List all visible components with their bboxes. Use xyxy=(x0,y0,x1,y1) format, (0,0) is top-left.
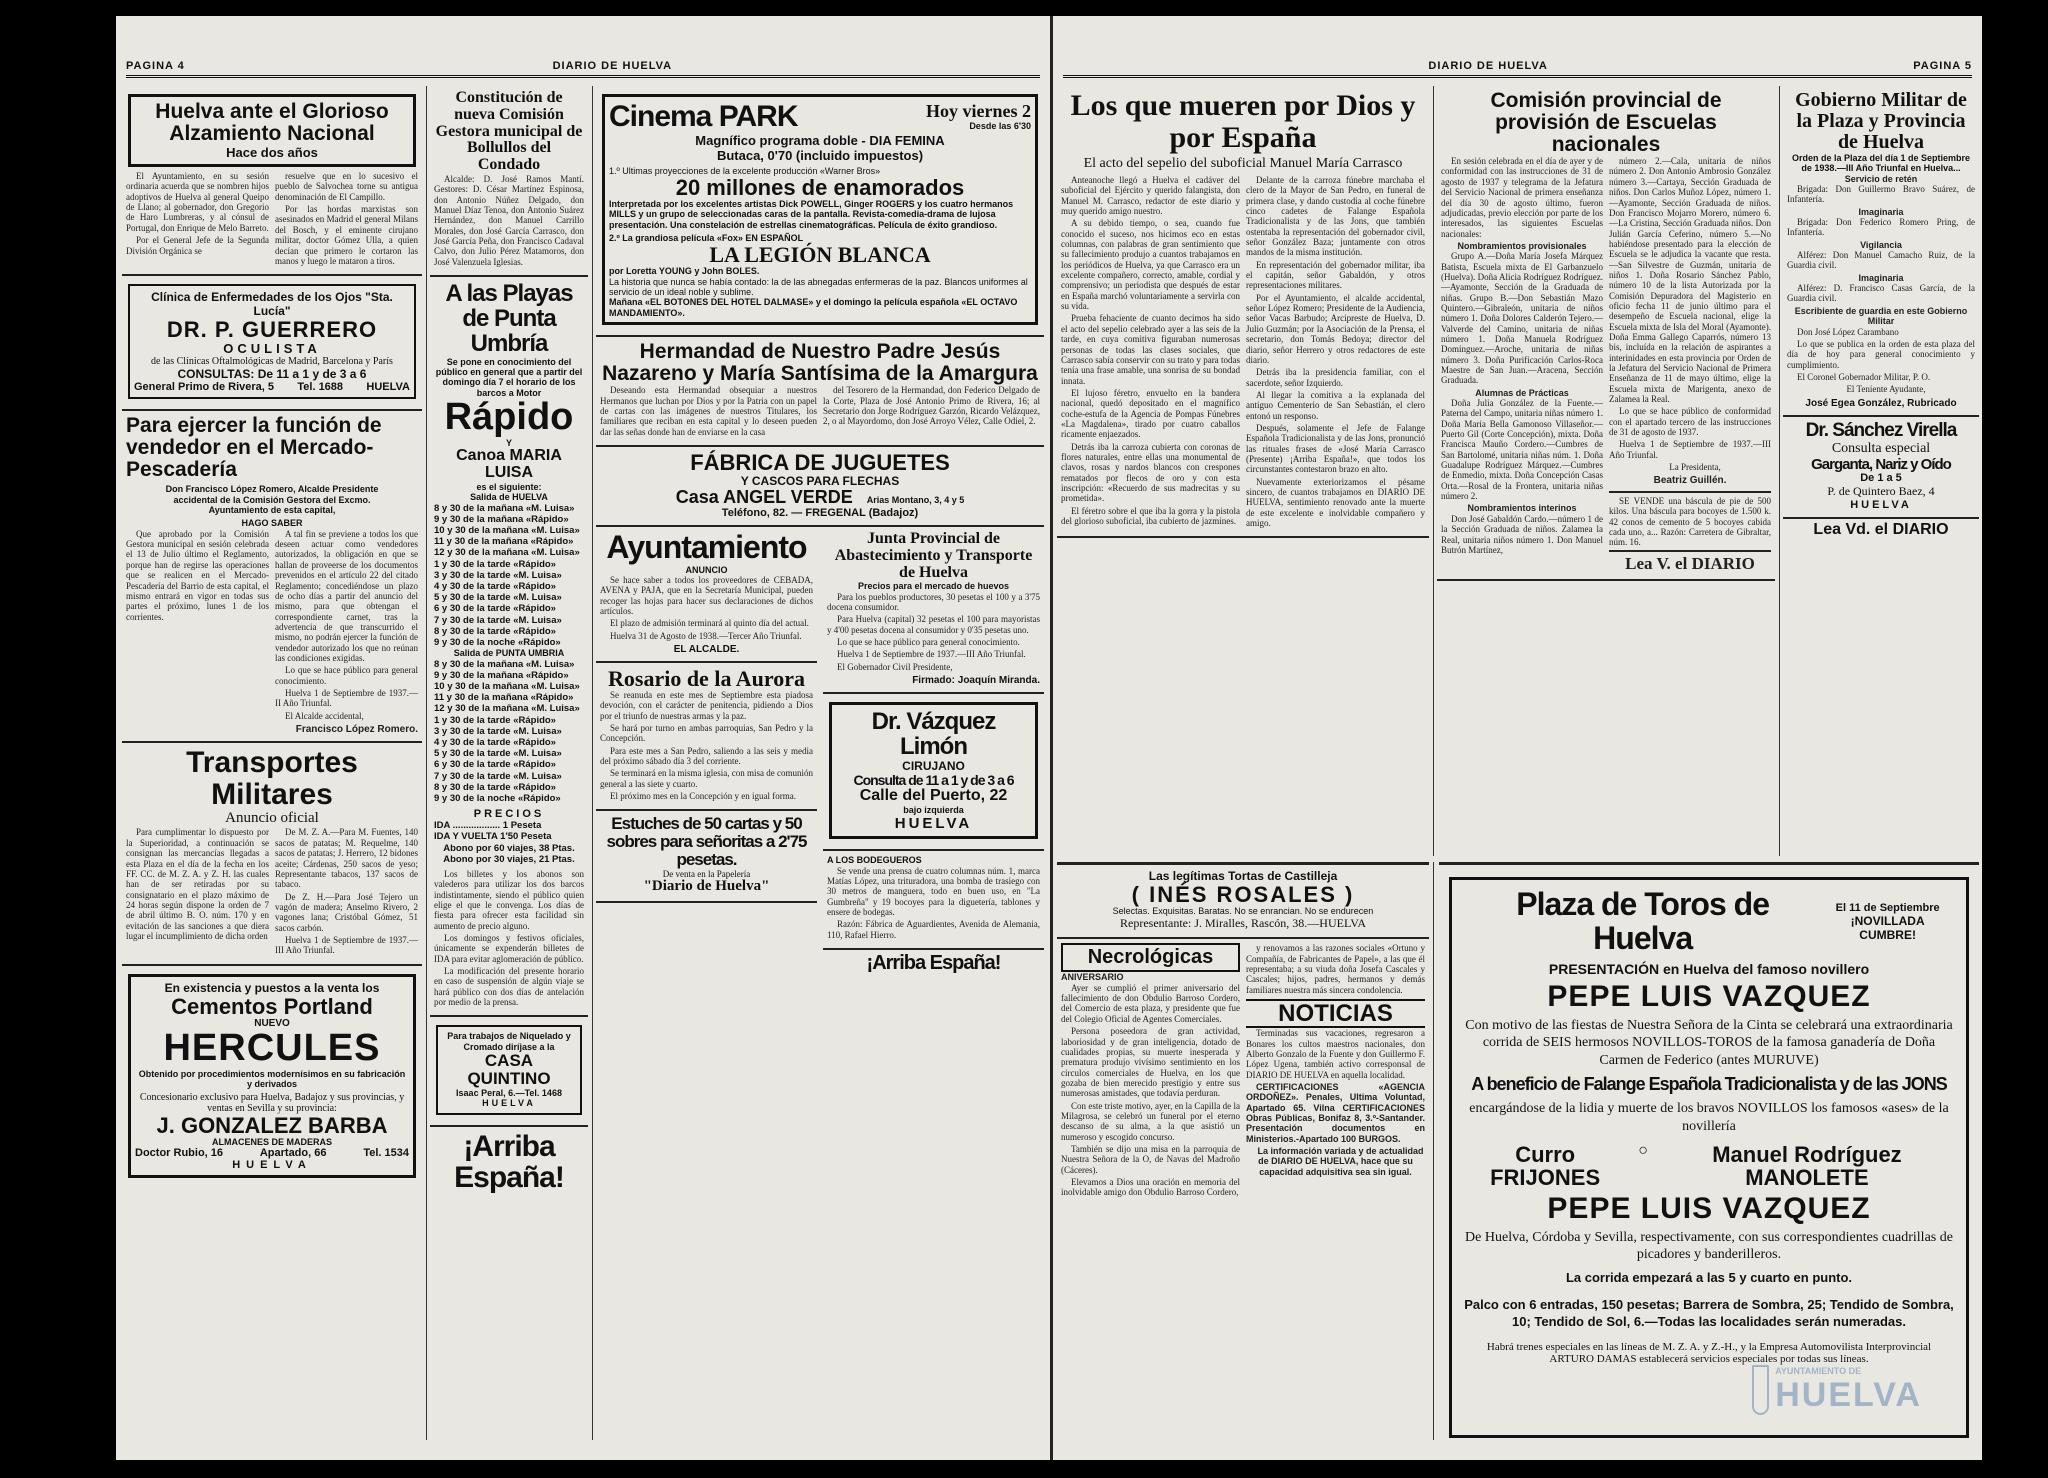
schedule-entry: 4 y 30 de la tarde «Rápido» xyxy=(434,580,556,592)
schedule-entry: 8 y 30 de la tarde «Rápido» xyxy=(434,781,556,793)
schedule-entry: 9 y 30 de la noche «Rápido» xyxy=(434,792,561,804)
headline-comision: Comisión provincial de provisión de Escuelas nacionales xyxy=(1490,89,1722,157)
ad-tortas-ines-rosales: Las legítimas Tortas de Castilleja ( INÉS ROSALES ) Selectas. Exquisitas. Baratas. No se enrancian. No se endurecen Representante: J. Miralles, Rascón, 38.—HUELVA xyxy=(1057,865,1429,939)
boat-rapido-title: Rápido xyxy=(444,396,574,439)
article-bollullos: Constitución de nueva Comisión Gestora municipal de Bollullos del Condado Alcalde: D. José Ramos Mantí. Gestores: D. César Martínez Espinosa, don Antonio Núñez Delgado, don Manuel Díaz Tenoa, don Antonio Suárez Hernández, don Manuel Carrillo Morales, don José García Carrasco, don José García Peña, don Francisco Cadaval Calvo, don Julio Pérez Matamoros, don José Valenzuela Iglesias. xyxy=(430,86,588,277)
schedule-entry: 10 y 30 de la mañana «M. Luisa» xyxy=(434,680,580,692)
article-transportes-militares: Transportes Militares Anuncio oficial Para cumplimentar lo dispuesto por la Superioridad, a continuación se consignan las mercancías llegadas a esta Plaza en el día de la fecha en los FF. CC. de M. Z. A. y Z. H. las cuales han de ser retiradas por su consignatario en el plazo máximo de 24 horas según dispone la orden de 7 de abril último B. O. núm. 170 y en evitación de las sanciones a que diera lugar el incumplimiento de dicha orden De M. Z. A.—Para M. Fuentes, 140 sacos de patatas; M. Requelme, 140 sacos de patatas; J. Herrero, 12 bidones aceite; Cárdenas, 250 sacos de yeso; Representante tabacos, 137 sacos de tabaco. De Z. H.—Para José Tejero un vagón de madera; Anselmo Rivero, 2 vagones lana; Cristóbal Gómez, 51 sacos carbón. Huelva 1 de Septiembre de 1937.—III Año Triunfal. xyxy=(122,743,422,965)
schedule-entry: 3 y 30 de la tarde «M. Luisa» xyxy=(434,569,562,581)
page-number-5: PAGINA 5 xyxy=(1913,60,1972,72)
headline-alzamiento: Huelva ante el Glorioso Alzamiento Nacional xyxy=(155,100,389,146)
article-junta-abastecimiento: Junta Provincial de Abastecimiento y Transporte de Huelva Precios para el mercado de huevos Para los pueblos productores, 30 pesetas el 100 y a 3'75 docena consumidor. Para Huelva (capital) 32 pesetas el 100 para mayoristas y 4'00 pesetas docena al consumidor y 0'35 pesetas uno. Lo que se hace público para general conocimiento. Huelva 1 de Septiembre de 1937.—III Año Triunfal. El Gobernador Civil Presidente, Firmado: Joaquín Miranda. xyxy=(823,527,1044,694)
schedule-entry: 5 y 30 de la tarde «M. Luisa» xyxy=(434,748,562,760)
right-newspaper-page xyxy=(1050,16,1982,1460)
article-noticias: NOTICIAS Terminadas sus vacaciones, regresaron a Bonares los cultos maestros nacionales, don Alberto Gonzalo de la Fuente y don Guillermo F. López Ugena, también activo corresponsal de DIARIO DE HUELVA en aquella localidad. CERTIFICACIONES «AGENCIA ORDOÑEZ». Penales, Ultima Voluntad, Apartado 65. Vilna CERTIFICACIONES Obras Públicas, Bonifaz 8, 3.º-Santander. Presentación documentos en Ministerios.-Apartado 100 BURGOS. La información variada y de actualidad de DIARIO DE HUELVA, hace que su capacidad adquisitiva sea sin igual. xyxy=(1246,1000,1425,1177)
schedule-entry: 1 y 30 de la tarde «Rápido» xyxy=(434,714,556,726)
left-newspaper-page xyxy=(116,16,1050,1460)
headline-plaza-toros: Plaza de Toros de Huelva xyxy=(1516,886,1769,956)
ad-bodegueros: A LOS BODEGUEROS Se vende una prensa de cuatro columnas núm. 1, marca Matías López, una trituradora, una bomba de trasiego con 30 metros de manguera, todo en buen uso, en "La Gumbreña" y 19 bocoyes para la diguetería, tablones y ensere de bodegas. Razón: Fábrica de Aguardientes, Avenida de Alemania, 110, Rafael Hierro. xyxy=(823,851,1044,950)
schedule-entry: 9 y 30 de la mañana «Rápido» xyxy=(434,669,569,681)
schedule-entry: 11 y 30 de la mañana «Rápido» xyxy=(434,536,574,548)
right-column-2 xyxy=(1437,86,1775,856)
ad-se-vende-bascula: SE VENDE una báscula de pie de 500 kilos. Una báscula para bocoyes de 1.500 k. 42 conos de cemento de 5 bocoyes cabida cada uno, a... Razón: Carretera de Gibraltar, núm. 16. xyxy=(1609,491,1771,548)
page-header-right xyxy=(1063,60,1972,78)
right-lower-left: Las legítimas Tortas de Castilleja ( INÉS ROSALES ) Selectas. Exquisitas. Baratas. No se enrancian. No se endurecen Representante: J. Miralles, Rascón, 38.—HUELVA Necrológicas ANIVERSARIO Ayer se cumplió el primer aniversario del fallecimiento de don Obdulio Barroso Cordero, del Comercio de esta plaza, y presidente que fue del Colegio Oficial de Agentes Comerciales. Persona poseedora de gran actividad, laboriosidad y de gran inteligencia, dotado de cualidades propias, su muerte inesperada y prematura produjo vivísimo sentimiento en los círculos comerciales de Huelva, en los que gozaba de bien merecido prestigio y entre sus numerosas amistades, que todavía perduran. Con este triste motivo, ayer, en la Capilla de la Milagrosa, se celebró un funeral por el eterno descanso de su alma, a la que asistió un numeroso y escogido concurso. También se dijo una misa en la parroquia de Nuestra Señora de la O, de Navas del Madroño (Cáceres). Elevamos a Dios una oración en memoria del inolvidable amigo don Obdulio Barroso Cordero, y renovamos a las razones sociales «Ortuno y Compañía, de Fabricantes de Papel», a las que él representaba; a su viuda doña Josefa Cascales y Cascales; hijos, padres, hermanos y demás familiares nuestra más sincera condolencia. NOTICIAS Terminadas sus vacaciones, regresaron a Bonares los cultos maestros nacionales, don Alberto Gonzalo de la Fuente y don Guillermo F. López Ugena, también activo corresponsal de DIARIO DE HUELVA en aquella localidad. CERTIFICACIONES «AGENCIA ORDOÑEZ». Penales, Ultima Voluntad, Apartado 65. Vilna CERTIFICACIONES Obras Públicas, Bonifaz 8, 3.º-Santander. Presentación documentos en Ministerios.-Apartado 100 BURGOS. La información variada y de actualidad de DIARIO DE HUELVA, hace que su capacidad adquisitiva sea sin igual. xyxy=(1057,862,1429,1452)
ad-casa-quintino: Para trabajos de Niquelado y Cromado diríjase a la CASA QUINTINO Isaac Peral, 6.—Tel. 1468 HUELVA xyxy=(430,1017,588,1126)
ad-clinica-santa-lucia: Clínica de Enfermedades de los Ojos "Sta. Lucía" DR. P. GUERRERO OCULISTA de las Clínicas Oftalmológicas de Madrid, Barcelona y París CONSULTAS: De 11 a 1 y de 3 a 6 General Primo de Rivera, 5 Tel. 1688 HUELVA xyxy=(122,276,422,411)
schedule-entry: 8 y 30 de la mañana «M. Luisa» xyxy=(434,658,575,670)
left-column-2 xyxy=(430,86,588,1446)
schedule-entry: 9 y 30 de la noche «Rápido» xyxy=(434,636,561,648)
article-alzamiento: Huelva ante el Glorioso Alzamiento Nacional Hace dos años El Ayuntamiento, en su sesión ordinaria acuerda que se nombren hijos adoptivos de Huelva al general Queipo de Llano; al gobernador, don Gregorio de Haro Lumbreras, y al cónsul de Portugal, don Enrique de Melo Barreto. Por el General Jefe de la Segunda División Orgánica se resuelve que en lo sucesivo el pueblo de Salvochea torne su antigua denominación de El Campillo. Por las hordas marxistas son asesinados en Madrid el general Milans del Bosch, y el eminente cirujano militar, doctor Gómez Ulla, a quien decían que primero le cortaron las manos y luego le mataron a tiros. xyxy=(122,86,422,276)
clinica-doctor-name: DR. P. GUERRERO xyxy=(166,317,378,343)
ad-dr-sanchez-virella: Dr. Sánchez Virella Consulta especial Garganta, Nariz y Oído De 1 a 5 P. de Quintero Baez, 4 HUELVA xyxy=(1783,417,1979,520)
article-comision-escuelas: Comisión provincial de provisión de Escuelas nacionales En sesión celebrada en el día de ayer y de conformidad con las instrucciones de 31 de agosto de 1937 y telegrama de la Jefatura del Servicio Nacional de primera enseñanza del día 30 de agosto último, fueron adjudicadas, previo elección por parte de los interesados, las siguientes Escuelas nacionales: Nombramientos provisionales Grupo A.—Doña María Josefa Márquez Batista, Escuela mixta de El Garbanzuelo (Huelva). Doña Alicia Rodríguez Rodríguez.—Ayamonte, Sección de la Graduada de niñas. Grupo B.—Don Sebastián Mazo Quintero.—Gibraleón, unitaria de niños número 1. Doña Dolores Calderón Tejero.—Valverde del Camino, unitaria de niñas número 1. Doña Manuela Rodríguez Domínguez.—Aroche, unitaria de niñas número 3. Doña Purificación Carlos-Roca Maestre de San Juan.—Aracena, Sección Graduada. Alumnas de Prácticas Doña Julia González de la Fuente.—Paterna del Campo, unitaria niñas número 1. Doña María Bella Gamonoso Villaseñor.—Puerto Gil (Corte Concepción), mixta. Doña Francisca Mauño Cordero.—Cumbres de San Bartolomé, unitaria niñas núm. 1. Doña Guadalupe Rodríguez Márquez.—Cumbres de Enmedio, mixta. Doña Concepción Casas Orta.—Rosal de la Frontera, unitaria niñas número 2. Nombramientos interinos Don José Gabaldón Cardo.—número 1 de la Sección Graduada de niños. Zalamea la Real, unitaria niños número 1. Don Manuel Butrón Martínez, número 2.—Cala, unitaria de niños número 2. Don Antonio Ambrosio González número 3.—Cartaya, Sección Graduada de niños. Don Carlos Muñoz López, número 1.—Ayamonte, Sección Graduada de niños. Don Francisco Mojarro Morero, número 6.—La Cristina, Sección Graduada niños. Don Julián García Ceferino, número 5.—No habiéndose presentado para la elección de Escuela se le adjudica la vacante que resta.—San Silvestre de Guzmán, unitaria de niños 1. Doña Rosario Sánchez Pablo, número 10 de la lista Autorizada por la Comisión Depuradora del Magisterio en oficio fecha 11 de junio último para el desempeño de Escuela nacional, elige la Escuela mixta de Isla del Moral (Ayamonte). Doña Emma Gallego Caparrós, número 13 bis, incluída en la relación de aspirantes a interinidades en esta provincia por Orden de la Jefatura del Servicio Nacional de Primera Enseñanza de 11 de mayo último, elige la Escuela mixta de Marigenta, anexo de Zalamea la Real. Lo que se hace público de conformidad con el apartado tercero de las instrucciones de 31 de agosto de 1937. Huelva 1 de Septiembre de 1937.—III Año Triunfal. La Presidenta, Beatriz Guillén. SE VENDE una báscula de pie de 500 kilos. Una báscula para bocoyes de 1.500 k. 42 conos de cemento de 5 bocoyes cabida cada uno, a... Razón: Carretera de Gibraltar, núm. 16. Lea V. el DIARIO xyxy=(1437,86,1775,581)
ad-cinema-park: Cinema PARK Hoy viernes 2 Desde las 6'30 Magnífico programa doble - DIA FEMINA Butaca, 0'70 (incluido impuestos) 1.º Ultimas proyecciones de la excelente producción «Warner Bros» 20 millones de enamorados Interpretada por los excelentes artistas Dick POWELL, Ginger ROGERS y los cuatro hermanos MILLS y un grupo de seleccionadas caras de la pantalla. Revista-comedia-drama de lujosa presentación. Una constelación de estrellas cinematográficas. Película de éxito grandioso. 2.º La grandiosa película «Fox» EN ESPAÑOL LA LEGIÓN BLANCA por Loretta YOUNG y John BOLES. La historia que nunca se había contado: la de las abnegadas enfermeras de la paz. Blancos uniformes al servicio de un ideal noble y sublime. Mañana «EL BOTONES DEL HOTEL DALMASE» y el domingo la película española «EL OCTAVO MANDAMIENTO». xyxy=(596,86,1044,337)
coat-of-arms-icon xyxy=(1752,1365,1769,1415)
article-rosario-aurora: Rosario de la Aurora Se reanuda en este mes de Septiembre esta piadosa devoción, con el carácter de penitencia, pidiendo a Dios por el triunfo de nuestras armas y la paz. Se hará por turno en ambas parroquias, San Pedro y la Concepción. Para este mes a San Pedro, saliendo a las seis y media del próximo sábado día 3 del corriente. Se terminará en la misma iglesia, con misa de comunión general a las siete y cuarto. El próximo mes en la Concepción y en igual forma. xyxy=(596,663,817,812)
headline-mercado: Para ejercer la función de vendedor en el Mercado-Pescadería xyxy=(126,414,382,482)
schedule-entry: 3 y 30 de la tarde «M. Luisa» xyxy=(434,725,562,737)
left-column-1 xyxy=(122,86,422,1446)
film-legion-blanca: LA LEGIÓN BLANCA xyxy=(709,242,931,268)
right-column-3: Gobierno Militar de la Plaza y Provincia de Huelva Orden de la Plaza del día 1 de Septiembre de 1938.—III Año Triunfal en Huelva... Servicio de retén Brigada: Don Guillermo Bravo Suárez, de Infantería. Imaginaria Brigada: Don Federico Romero Pring, de Infantería. Vigilancia Alférez: Don Manuel Camacho Ruiz, de la Guardia civil. Imaginaria Alférez: D. Francisco Casas García, de la Guardia civil. Escribiente de guardia en este Gobierno Militar Don José López Carambano Lo que se publica en la orden de esta plaza del día de hoy para general conocimiento y cumplimiento. El Coronel Gobernador Militar, P. O. El Teniente Ayudante, José Egea González, Rubricado Dr. Sánchez Virella Consulta especial Garganta, Nariz y Oído De 1 a 5 P. de Quintero Baez, 4 HUELVA Lea Vd. el DIARIO xyxy=(1783,86,1979,856)
article-mercado-pescaderia: Para ejercer la función de vendedor en el Mercado-Pescadería Don Francisco López Romero, Alcalde Presidente accidental de la Comisión Gestora del Excmo. Ayuntamiento de esta capital, HAGO SABER Que aprobado por la Comisión Gestora municipal en sesión celebrada el 13 de Julio último el Reglamento, porque han de regirse las operaciones que se realicen en el Mercado-Pescadería del Barrio de esta capital, el mismo entrará en vigor en todas sus partes el próximo, lunes 1 de los corrientes. A tal fin se previene a todos los que deseen actuar como vendedores autorizados, la obligación en que se hallan de proveerse de los documentos prevenidos en el artículo 22 del citado Reglamento; concediéndose un plazo de ocho días a partir del anuncio del mismo, para que obtengan el correspondiente carnet, tras la advertencia de que transcurrido el mismo, no podrán ejercer la función de vendedor autorizado los que no reúnan las condiciones exigidas. Lo que se hace público para general conocimiento. Huelva 1 de Septiembre de 1937.—II Año Triunfal. El Alcalde accidental, Francisco López Romero. xyxy=(122,411,422,743)
schedule-entry: 6 y 30 de la tarde «Rápido» xyxy=(434,759,556,771)
ad-plaza-de-toros: Plaza de Toros de Huelva El 11 de Septiembre ¡NOVILLADA CUMBRE! PRESENTACIÓN en Huelva del famoso novillero PEPE LUIS VAZQUEZ Con motivo de las fiestas de Nuestra Señora de la Cinta se celebrará una extraordinaria corrida de SEIS hermosos NOVILLOS-TOROS de la famosa ganadería de Doña Carmen de Federico (antes MURUVE) A beneficio de Falange Española Tradicionalista y de las JONS encargándose de la lidia y muerte de los bravos NOVILLOS los famosos «ases» de la novillería Curro FRIJONES ○ Manuel Rodríguez MANOLETE PEPE LUIS VAZQUEZ De Huelva, Córdoba y Sevilla, respectivamente, con sus correspondientes cuadrillas de picadores y banderilleros. La corrida empezará a las 5 y cuarto en punto. Palco con 6 entradas, 150 pesetas; Barrera de Sombra, 25; Tendido de Sombra, 10; Tendido de Sol, 6.—Todas las localidades serán numeradas. Habrá trenes especiales en las líneas de M. Z. A. y Z.-H., y la Empresa Automovilista Interprovincial ARTURO DAMAS establecerá servicios especiales por todas sus líneas. xyxy=(1439,862,1979,1442)
schedule-entry: 4 y 30 de la tarde «Rápido» xyxy=(434,736,556,748)
schedule-entry: 7 y 30 de la tarde «M. Luisa» xyxy=(434,614,562,626)
schedule-entry: 10 y 30 de la mañana «M. Luisa» xyxy=(434,524,580,536)
brand-ines-rosales: ( INÉS ROSALES ) xyxy=(1131,882,1355,907)
schedule-entry: 12 y 30 de la mañana «M. Luisa» xyxy=(434,703,580,715)
schedule-from-huelva xyxy=(434,503,584,649)
headline-gobierno-militar: Gobierno Militar de la Plaza y Provincia de Huelva xyxy=(1795,89,1967,153)
schedule-entry: 7 y 30 de la tarde «M. Luisa» xyxy=(434,770,562,782)
article-necrologicas: Necrológicas ANIVERSARIO Ayer se cumplió el primer aniversario del fallecimiento de don Obdulio Barroso Cordero, del Comercio de esta plaza, y presidente que fue del Colegio Oficial de Agentes Comerciales. Persona poseedora de gran actividad, laboriosidad y de gran inteligencia, dotado de cualidades propias, su muerte inesperada y prematura produjo vivísimo sentimiento en los círculos comerciales de Huelva, en los que gozaba de bien merecido prestigio y entre sus numerosas amistades, que todavía perduran. Con este triste motivo, ayer, en la Capilla de la Milagrosa, se celebró un funeral por el eterno descanso de su alma, a la que asistió un numeroso y escogido concurso. También se dijo una misa en la parroquia de Nuestra Señora de la O, de Navas del Madroño (Cáceres). Elevamos a Dios una oración en memoria del inolvidable amigo don Obdulio Barroso Cordero, xyxy=(1061,943,1240,1199)
arriba-espana-banner: ¡Arriba España! xyxy=(454,1129,564,1194)
subhead-hace-dos-anos: Hace dos años xyxy=(226,145,318,161)
huelva-city-watermark: AYUNTAMIENTO DE HUELVA xyxy=(1752,1360,1922,1420)
brand-hercules: HERCULES xyxy=(163,1026,381,1069)
page-header-left xyxy=(126,60,1040,78)
schedule-entry: 11 y 30 de la mañana «Rápido» xyxy=(434,692,574,704)
ad-dr-vazquez-limon: Dr. Vázquez Limón CIRUJANO Consulta de 11 a 1 y de 3 a 6 Calle del Puerto, 22 bajo izquierda HUELVA xyxy=(823,694,1044,851)
masthead-right: DIARIO DE HUELVA xyxy=(1428,60,1548,72)
article-hermandad-nazareno: Hermandad de Nuestro Padre Jesús Nazareno y María Santísima de la Amargura Deseando esta Hermandad obsequiar a nuestros Hermanos que luchan por Dios y por la Patria con un papel de cartas con las imágenes de nuestros Titulares, los familiares que reciban en esta capital y lo deseen pueden dar las señas donde han de enviarse en la casa del Tesorero de la Hermandad, don Federico Delgado de la Corte, Plaza de José Antonio Primo de Rivera, 16; al Secretario don Jorge Rodríguez Garzón, Ricardo Velázquez, 2, o al Mayordomo, don José Arroyo Vélez, Calle Odiel, 2. xyxy=(596,337,1044,447)
schedule-entry: 6 y 30 de la tarde «Rápido» xyxy=(434,603,556,615)
page-number-4: PAGINA 4 xyxy=(126,60,185,72)
headline-los-que-mueren: Los que mueren por Dios y por España xyxy=(1070,89,1416,154)
ad-fabrica-juguetes: FÁBRICA DE JUGUETES Y CASCOS PARA FLECHAS Casa ANGEL VERDE Arias Montano, 3, 4 y 5 Teléfono, 82. — FREGENAL (Badajoz) xyxy=(596,447,1044,527)
headline-hermandad: Hermandad de Nuestro Padre Jesús Nazareno y María Santísima de la Amargura xyxy=(602,340,1038,386)
schedule-entry: 9 y 30 de la mañana «Rápido» xyxy=(434,513,569,525)
schedule-entry: 8 y 30 de la mañana «M. Luisa» xyxy=(434,502,575,514)
torero-pepe-luis-vazquez: PEPE LUIS VAZQUEZ xyxy=(1547,980,1871,1014)
ad-cementos-hercules: En existencia y puestos a la venta los Cementos Portland NUEVO HERCULES Obtenido por procedimientos modernísimos en su fabricación y derivados Concesionario exclusivo para Huelva, Badajoz y sus provincias, y ventas en Sevilla y su provincia: J. GONZALEZ BARBA ALMACENES DE MADERAS Doctor Rubio, 16 Apartado, 66 Tel. 1534 HUELVA xyxy=(122,966,422,1186)
left-column-3 xyxy=(596,86,1044,1446)
schedule-entry: 12 y 30 de la mañana «M. Luisa» xyxy=(434,547,580,559)
article-los-que-mueren: Los que mueren por Dios y por España El acto del sepelio del suboficial Manuel María Carrasco Anteanoche llegó a Huelva el cadáver del suboficial del Ejército y querido falangista, don Manuel M. Carrasco, redactor de este diario y muy querido amigo nuestro. A su debido tiempo, o sea, cuando fue conocido el suceso, nos hicimos eco en estas columnas, con palabras de gran sentimiento que su fallecimiento produjo a cuantos trabajamos en los periódicos de Huelva, ya que Carrasco era un excelente compañero, correcto, amable, cordial y comprensivo; un periodista que después de estar en España marchó voluntariamente a servirla con su vida. Prueba fehaciente de cuanto decimos ha sido el acto del sepelio celebrado ayer a las seis de la tarde, en cuya comitiva figuraban numerosas personas de todas las clases sociales, que Carrasco sabía conservir con su trato y para todas tenía una frase amable, una sonrisa de su bondad innata. El lujoso féretro, envuelto en la bandera nacional, quedó depositado en el magnífico coche-estufa de la Agencia de Pompas Fúnebres «La Magdalena», tirado por cuatro caballos ricamente enjaezados. Detrás iba la carroza cubierta con coronas de flores naturales, entre ellas una monumental de clavos, rosas y nardos blancos con crespones rematados por flecos de oro y con esta inscripción: «Recuerdo de sus madrecitas y su prometida». El féretro sobre el que iba la gorra y la pistola del glorioso suboficial, iba cubierto de jazmines. Delante de la carroza fúnebre marchaba el clero de la Mayor de San Pedro, en funeral de primera clase, y dando custodia al coche fúnebre cinco cadetes de Falange Española Tradicionalista y de las Jons, que también ostentaba la representación del gobernador civil, señor González Baza; juntamente con otros mandos de la misma institución. En representación del gobernador militar, iba el capitán, señor Gabaldón, y otros representaciones militares. Por el Ayuntamiento, el alcalde accidental, señor López Romero; Presidente de la Audiencia, señor Vacas Barbudo; Arcipreste de Huelva, D. Julio Guzmán; por la Asociación de la Prensa, el secretario, don Tomás Bedoya; director del diario, señor Herrero y otros redactores de este diario. Detrás iba la presidencia familiar, con el sacerdote, señor Izquierdo. Al llegar la comitiva a la explanada del antiguo Cementerio de San Sebastián, el clero entonó un responso. Después, solamente el Jefe de Falange Española Tradicionalista y de las Jons, pronunció las rituales frases de «José María Carrasco (Presente) ¡Arriba España!», que todos los circunstantes contestaron brazo en alto. Nuevamente exteriorizamos el pésame sincero, de cuantos trabajamos en DIARIO DE HUELVA, sentimiento renovado ante la muerte de este excelente e inolvidable compañero y amigo. xyxy=(1057,86,1429,538)
cinema-park-title: Cinema PARK xyxy=(609,100,798,133)
schedule-entry: 5 y 30 de la tarde «M. Luisa» xyxy=(434,592,562,604)
article-ayuntamiento-anuncio: Ayuntamiento ANUNCIO Se hace saber a todos los proveedores de CEBADA, AVENA y PAJA, que en la Secretaría Municipal, pueden recoger las hojas para hacer sus declaraciones de dichos artículos. El plazo de admisión terminará al quinto día del actual. Huelva 31 de Agosto de 1938.—Tercer Año Triunfal. EL ALCALDE. xyxy=(596,527,817,663)
article-gobierno-militar: Gobierno Militar de la Plaza y Provincia de Huelva Orden de la Plaza del día 1 de Septiembre de 1938.—III Año Triunfal en Huelva... Servicio de retén Brigada: Don Guillermo Bravo Suárez, de Infantería. Imaginaria Brigada: Don Federico Romero Pring, de Infantería. Vigilancia Alférez: Don Manuel Camacho Ruiz, de la Guardia civil. Imaginaria Alférez: D. Francisco Casas García, de la Guardia civil. Escribiente de guardia en este Gobierno Militar Don José López Carambano Lo que se publica en la orden de esta plaza del día de hoy para general conocimiento y cumplimiento. El Coronel Gobernador Militar, P. O. El Teniente Ayudante, José Egea González, Rubricado xyxy=(1783,86,1979,417)
schedule-from-punta-umbria xyxy=(434,659,584,805)
headline-transportes: Transportes Militares xyxy=(186,746,358,811)
ad-rapido-maria-luisa: A las Playas de Punta Umbría Se pone en conocimiento del público en general que a partir del domingo día 7 el horario de los barcos a Motor Rápido Y Canoa MARIA LUISA es el siguiente: Salida de HUELVA 8 y 30 de la mañana «M. Luisa» 9 y 30 de la mañana «Rápido» 10 y 30 de la mañana «M. Luisa» 11 y 30 de la mañana «Rápido» 12 y 30 de la mañana «M. Luisa» 1 y 30 de la tarde «Rápido» 3 y 30 de la tarde «M. Luisa» 4 y 30 de la tarde «Rápido» 5 y 30 de la tarde «M. Luisa» 6 y 30 de la tarde «Rápido» 7 y 30 de la tarde «M. Luisa» 8 y 30 de la tarde «Rápido» 9 y 30 de la noche «Rápido» Salida de PUNTA UMBRIA 8 y 30 de la mañana «M. Luisa» 9 y 30 de la mañana «Rápido» 10 y 30 de la mañana «M. Luisa» 11 y 30 de la mañana «Rápido» 12 y 30 de la mañana «M. Luisa» 1 y 30 de la tarde «Rápido» 3 y 30 de la tarde «M. Luisa» 4 y 30 de la tarde «Rápido» 5 y 30 de la tarde «M. Luisa» 6 y 30 de la tarde «Rápido» 7 y 30 de la tarde «M. Luisa» 8 y 30 de la tarde «Rápido» 9 y 30 de la noche «Rápido» PRECIOS IDA .................. 1 Peseta IDA Y VUELTA 1'50 Peseta Abono por 60 viajes, 38 Ptas. Abono por 30 viajes, 21 Ptas. Los billetes y los abonos son valederos para utilizar los dos barcos indistintamente, siendo el público quien elige el que le convenga. Los días de fiesta para ofrecer esta facilidad sin aumento de precio alguno. Los domingos y festivos oficiales, únicamente se expenderán billetes de IDA para evitar aglomeración de público. La modificación del presente horario en caso de suspensión de algún viaje se hará público con dos días de antelación por medio de la prensa. xyxy=(430,277,588,1017)
masthead-left: DIARIO DE HUELVA xyxy=(552,60,673,72)
arriba-espana-footer: ¡Arriba España! xyxy=(866,952,1001,975)
schedule-entry: 1 y 30 de la tarde «Rápido» xyxy=(434,558,556,570)
film-20-millones: 20 millones de enamorados xyxy=(675,174,965,200)
ad-estuches-cartas: Estuches de 50 cartas y 50 sobres para señoritas a 2'75 pesetas. De venta en la Papelería "Diario de Huelva" xyxy=(596,811,817,903)
schedule-entry: 8 y 30 de la tarde «Rápido» xyxy=(434,625,556,637)
